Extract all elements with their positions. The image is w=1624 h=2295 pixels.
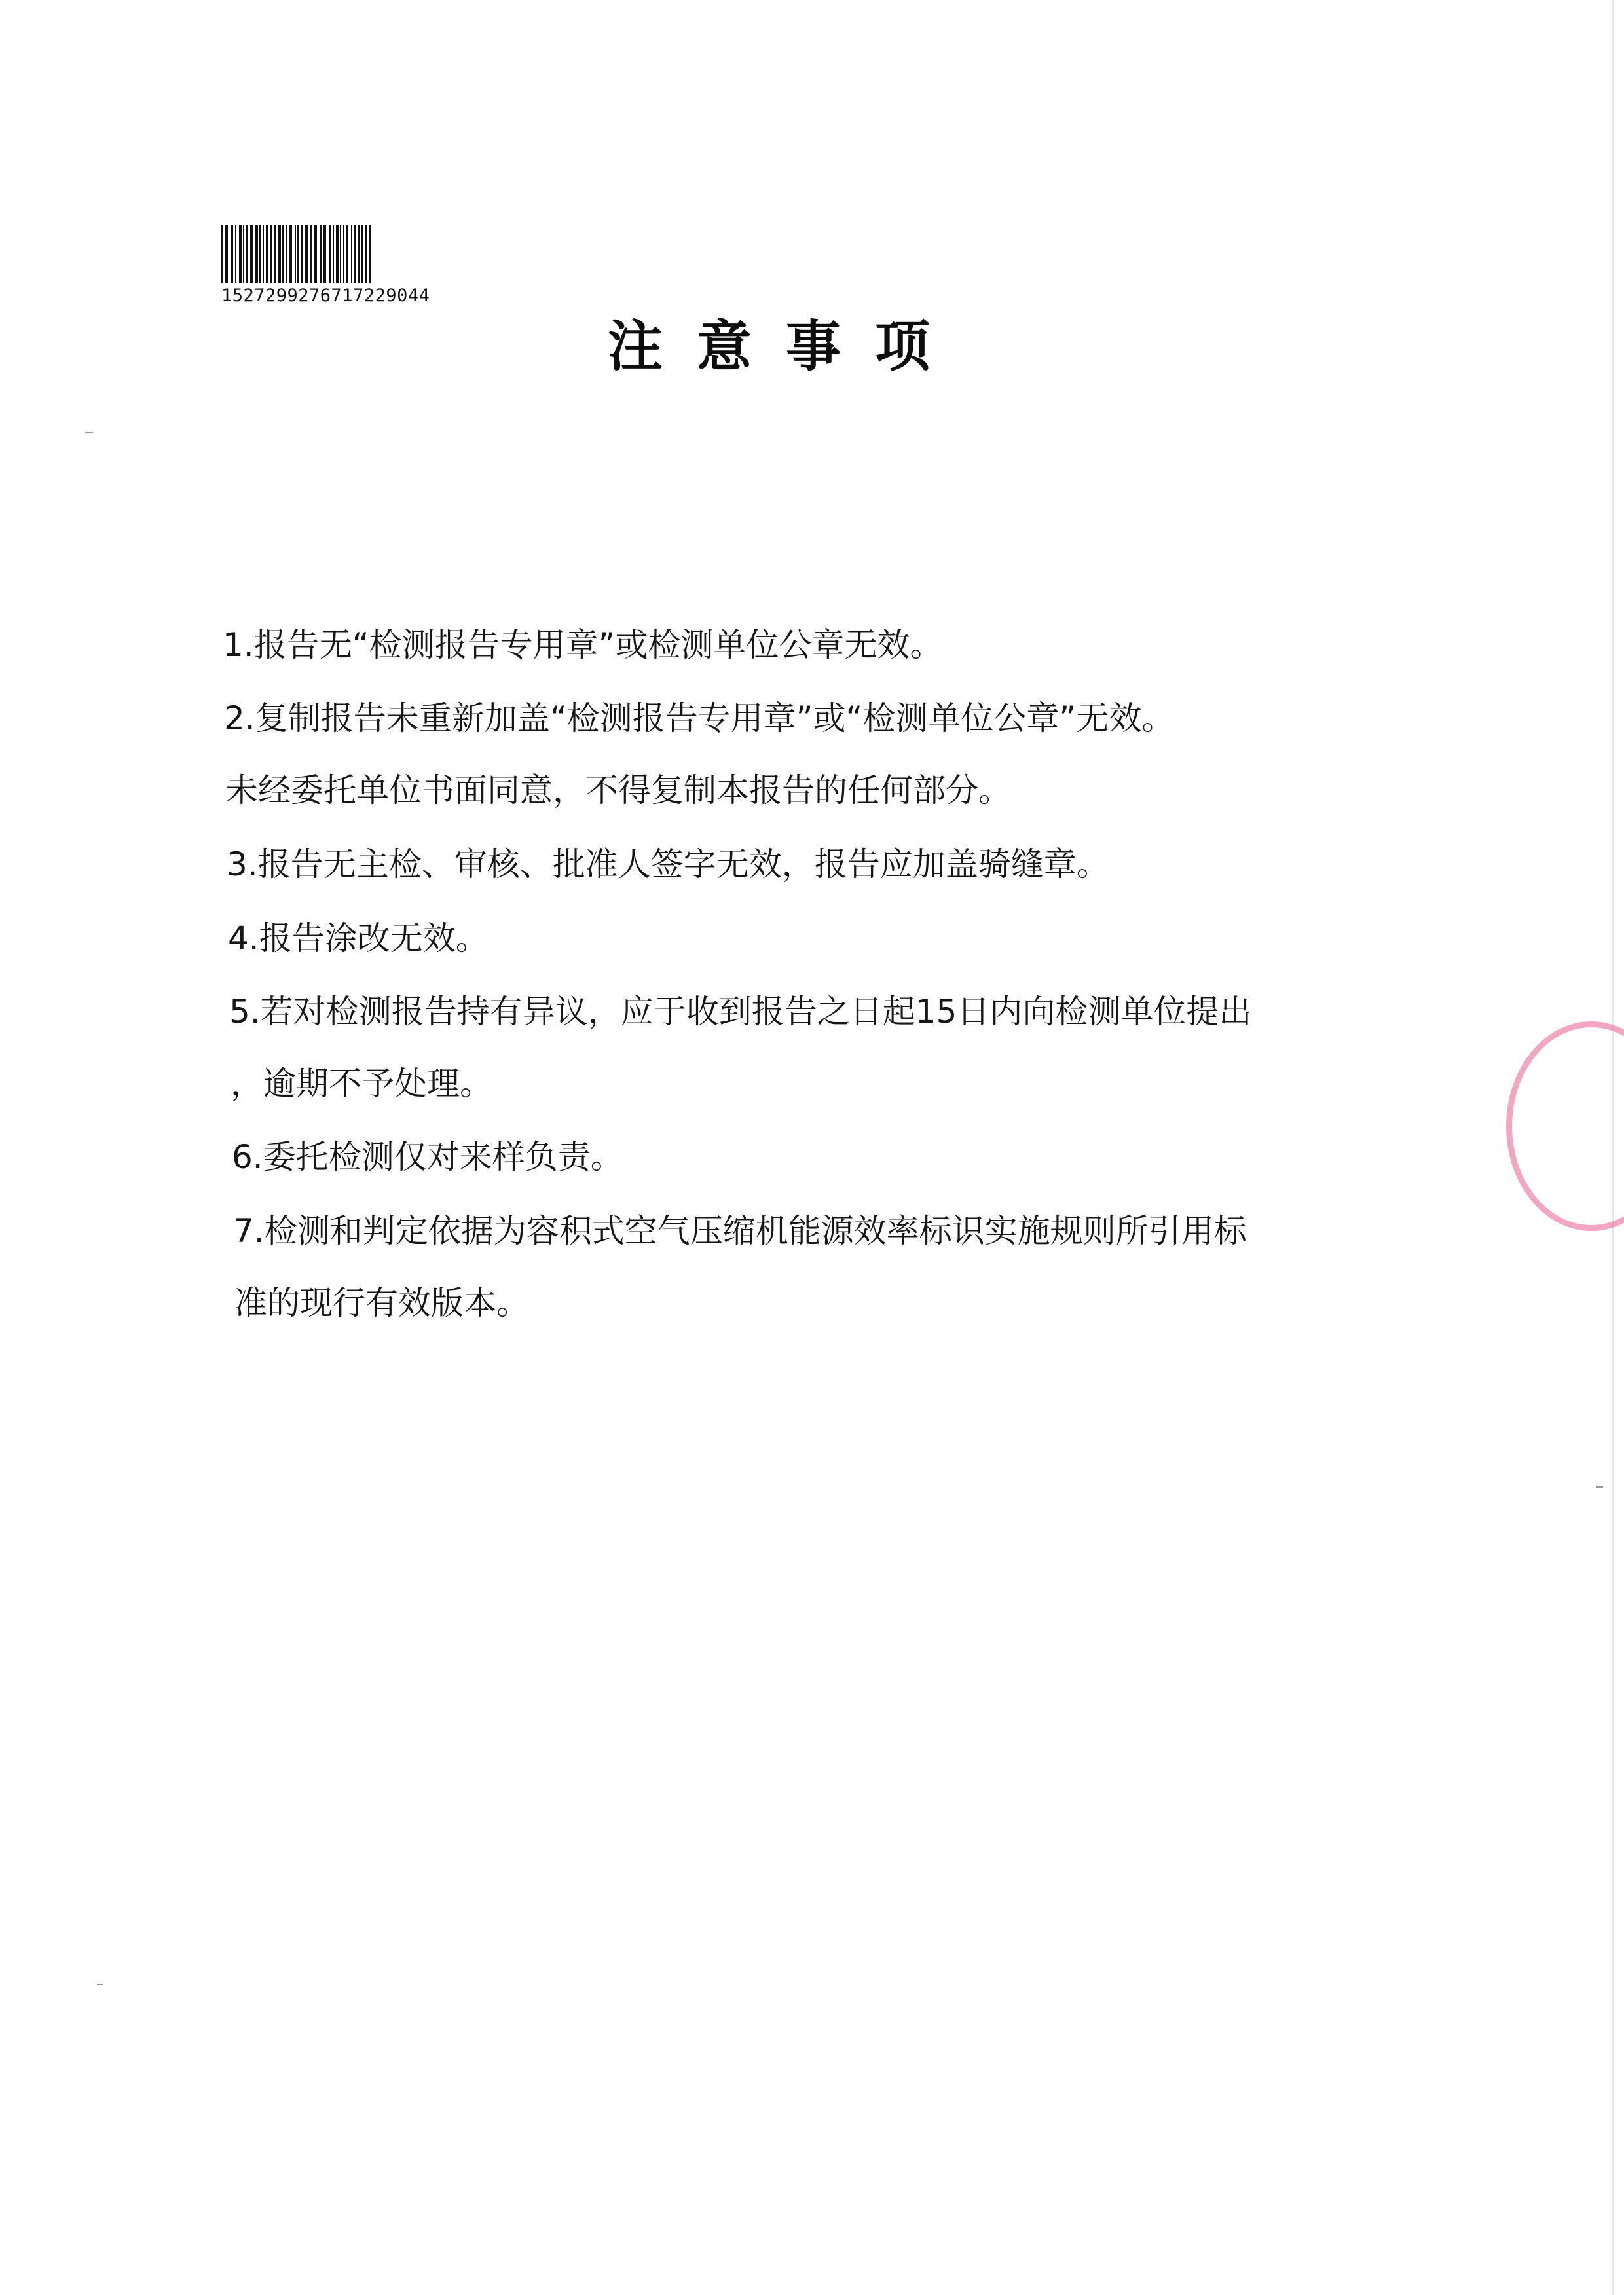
barcode-block: [221, 225, 470, 306]
barcode-bar: [278, 225, 281, 283]
barcode-bar: [336, 225, 339, 283]
seal-stamp: [1506, 1021, 1624, 1231]
barcode-number: 1527299276717229044: [221, 285, 430, 306]
barcode-bar: [365, 225, 367, 283]
barcode-bar: [297, 225, 299, 283]
barcode-bar: [286, 225, 287, 283]
note-line: 3.报告无主检、审核、批准人签字无效，报告应加盖骑缝章。: [227, 845, 1109, 883]
note-line: 7.检测和判定依据为容积式空气压缩机能源效率标识实施规则所引用标: [233, 1212, 1247, 1250]
barcode-bar: [295, 225, 296, 283]
note-line: 5.若对检测报告持有异议，应于收到报告之日起15日内向检测单位提出: [229, 993, 1252, 1031]
barcode-bars: [221, 225, 468, 283]
barcode-bar: [333, 225, 334, 283]
barcode-bar: [351, 225, 352, 283]
barcode-bar: [239, 225, 242, 283]
barcode-bar: [361, 225, 363, 283]
barcode-bar: [231, 225, 233, 283]
barcode-bar: [266, 225, 268, 283]
barcode-bar: [346, 225, 348, 283]
barcode-bar: [320, 225, 322, 283]
barcode-bar: [250, 225, 253, 283]
page-title: 注意事项: [607, 314, 964, 378]
barcode-bar: [340, 225, 341, 283]
barcode-bar: [289, 225, 292, 283]
note-line: ，逾期不予处理。: [231, 1065, 492, 1103]
barcode-bar: [354, 225, 356, 283]
note-line: 4.报告涂改无效。: [228, 919, 489, 957]
barcode-bar: [323, 225, 326, 283]
barcode-bar: [270, 225, 272, 283]
barcode-bar: [369, 225, 371, 283]
barcode-bar: [314, 225, 317, 283]
barcode-bar: [235, 225, 236, 283]
barcode-bar: [221, 225, 223, 283]
barcode-bar: [255, 225, 258, 283]
scan-speck: [97, 1984, 103, 1985]
note-line: 未经委托单位书面同意，不得复制本报告的任何部分。: [225, 771, 1011, 809]
barcode-bar: [329, 225, 331, 283]
scan-speck: [85, 432, 93, 433]
note-line: 准的现行有效版本。: [234, 1284, 529, 1322]
barcode-bar: [358, 225, 360, 283]
barcode-bar: [243, 225, 244, 283]
barcode-bar: [305, 225, 308, 283]
barcode-bar: [246, 225, 248, 283]
note-line: 6.委托检测仅对来样负责。: [232, 1138, 623, 1176]
barcode-bar: [274, 225, 276, 283]
barcode-bar: [310, 225, 312, 283]
note-line: 1.报告无“检测报告专用章”或检测单位公章无效。: [223, 626, 943, 664]
note-line: 2.复制报告未重新加盖“检测报告专用章”或“检测单位公章”无效。: [224, 699, 1175, 737]
barcode-bar: [263, 225, 264, 283]
barcode-bar: [301, 225, 303, 283]
barcode-bar: [259, 225, 261, 283]
scan-speck: [1596, 1486, 1603, 1488]
barcode-bar: [225, 225, 228, 283]
barcode-bar: [282, 225, 284, 283]
barcode-bar: [343, 225, 344, 283]
